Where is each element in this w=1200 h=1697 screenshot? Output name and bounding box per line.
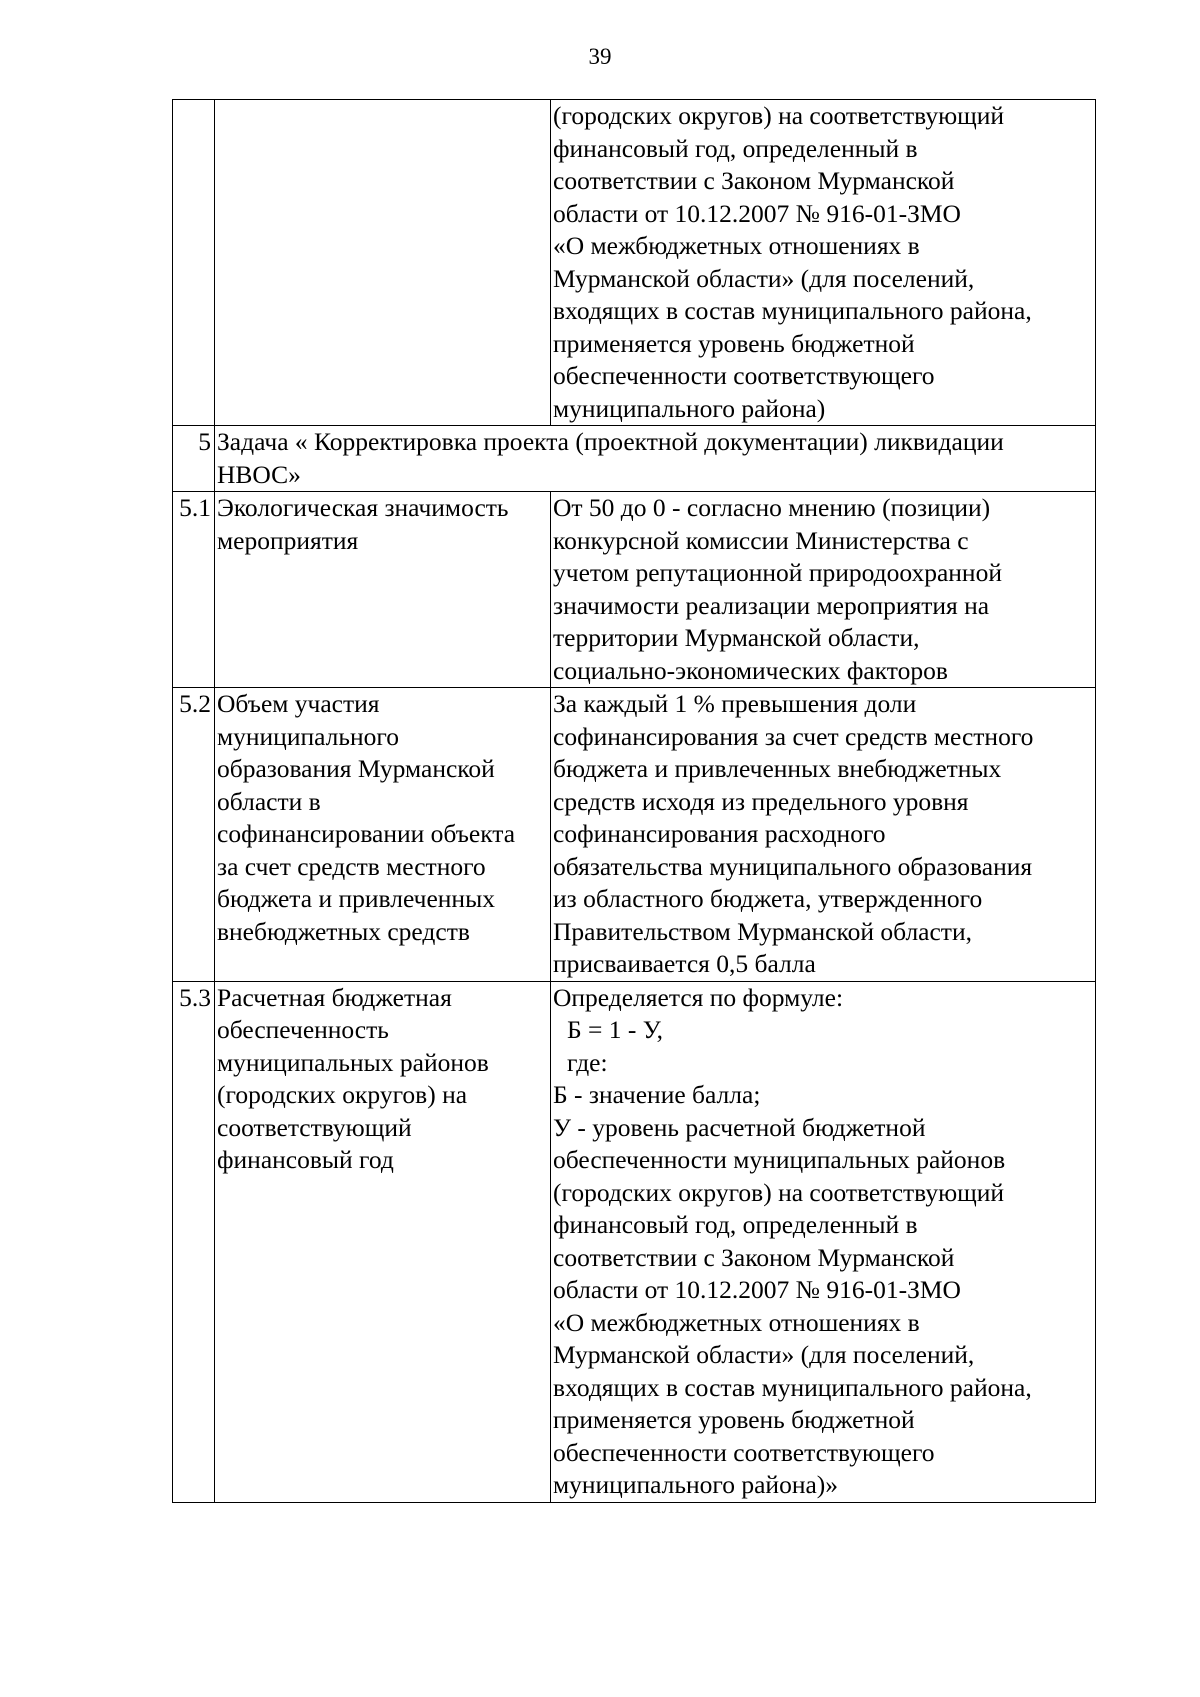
value-line: «О межбюджетных отношениях в	[553, 1307, 920, 1337]
name-line: муниципальных районов	[217, 1047, 489, 1077]
value-line: От 50 до 0 - согласно мнению (позиции)	[553, 493, 991, 522]
row-number-cell: 5.1	[173, 492, 215, 688]
name-line: бюджета и привлеченных	[217, 884, 495, 913]
value-line: территории Мурманской области,	[553, 623, 920, 652]
row-number-cell: 5.2	[173, 688, 215, 982]
value-line: области от 10.12.2007 № 916-01-ЗМО	[553, 198, 961, 228]
page-number: 39	[588, 44, 612, 69]
value-line: соответствии с Законом Мурманской	[553, 1242, 955, 1272]
name-line: (городских округов) на	[217, 1080, 468, 1109]
table-row-continuation	[173, 100, 1096, 426]
row-number-cell: 5	[173, 426, 215, 492]
value-line: За каждый 1 % превышения доли	[553, 689, 917, 718]
value-line: применяется уровень бюджетной	[553, 1405, 915, 1434]
value-line: Правительством Мурманской области,	[553, 916, 972, 946]
value-line: (городских округов) на соответствующий	[553, 101, 1005, 130]
value-line: муниципального района)	[553, 393, 826, 423]
table-row-task-5	[173, 426, 1096, 492]
value-line: Мурманской области» (для поселений,	[553, 1340, 975, 1369]
value-line: софинансирования за счет средств местного	[553, 721, 1034, 751]
name-line: образования Мурманской	[217, 754, 495, 783]
formula-where-line: где:	[567, 1047, 608, 1077]
value-line: обеспеченности соответствующего	[553, 361, 935, 390]
value-line: финансовый год, определенный в	[553, 1210, 918, 1239]
table-row-5-1	[173, 492, 1096, 688]
value-line: присваивается 0,5 балла	[553, 949, 816, 978]
value-line: области от 10.12.2007 № 916-01-ЗМО	[553, 1275, 961, 1304]
value-line: средств исходя из предельного уровня	[553, 786, 969, 816]
value-line: (городских округов) на соответствующий	[553, 1177, 1005, 1207]
value-line: из областного бюджета, утвержденного	[553, 884, 983, 913]
value-line: учетом репутационной природоохранной	[553, 558, 1002, 587]
value-line: значимости реализации мероприятия на	[553, 590, 990, 620]
criterion-value-cell	[551, 100, 1096, 426]
name-line: области в	[217, 786, 321, 816]
criterion-name-cell	[215, 688, 551, 982]
value-line: применяется уровень бюджетной	[553, 328, 915, 358]
value-line: конкурсной комиссии Министерства с	[553, 525, 969, 555]
value-line: муниципального района)»	[553, 1470, 839, 1499]
value-line: Мурманской области» (для поселений,	[553, 263, 975, 293]
criteria-table	[172, 99, 1096, 1503]
row-number-cell	[173, 100, 215, 426]
value-line: бюджета и привлеченных внебюджетных	[553, 754, 1002, 783]
value-line: соответствии с Законом Мурманской	[553, 166, 955, 195]
value-line: У - уровень расчетной бюджетной	[553, 1112, 926, 1142]
value-line: обеспеченности соответствующего	[553, 1437, 935, 1467]
row-number-cell: 5.3	[173, 981, 215, 1502]
task-line: НВОС»	[217, 459, 301, 489]
name-line: Расчетная бюджетная	[217, 982, 452, 1012]
value-line: обязательства муниципального образования	[553, 851, 1033, 881]
name-line: Объем участия	[217, 689, 380, 718]
name-line: финансовый год	[217, 1145, 394, 1174]
formula-line: Б = 1 - У,	[567, 1015, 664, 1044]
criterion-name-cell	[215, 492, 551, 688]
name-line: обеспеченность	[217, 1015, 389, 1044]
value-line: обеспеченности муниципальных районов	[553, 1145, 1006, 1174]
value-line: финансовый год, определенный в	[553, 133, 918, 163]
value-line: софинансирования расходного	[553, 819, 886, 848]
criterion-value-cell	[551, 981, 1096, 1502]
task-title-cell	[215, 426, 1096, 492]
table-row-5-3	[173, 981, 1096, 1502]
value-line: Определяется по формуле:	[553, 982, 844, 1012]
name-line: внебюджетных средств	[217, 916, 470, 946]
value-line: «О межбюджетных отношениях в	[553, 231, 920, 260]
value-line: Б - значение балла;	[553, 1080, 761, 1109]
criterion-value-cell	[551, 688, 1096, 982]
name-line: за счет средств местного	[217, 851, 486, 881]
value-line: входящих в состав муниципального района,	[553, 296, 1032, 325]
criterion-value-cell	[551, 492, 1096, 688]
task-line: Задача « Корректировка проекта (проектной документации) ликвидации	[217, 427, 1004, 456]
value-line: входящих в состав муниципального района,	[553, 1372, 1032, 1402]
name-line: муниципального	[217, 721, 399, 751]
table-row-5-2	[173, 688, 1096, 982]
name-line: софинансировании объекта	[217, 819, 516, 848]
name-line: соответствующий	[217, 1112, 412, 1142]
criterion-name-cell	[215, 100, 551, 426]
value-line: социально-экономических факторов	[553, 655, 948, 685]
name-line: мероприятия	[217, 525, 359, 555]
criterion-name-cell	[215, 981, 551, 1502]
name-line: Экологическая значимость	[217, 493, 509, 522]
